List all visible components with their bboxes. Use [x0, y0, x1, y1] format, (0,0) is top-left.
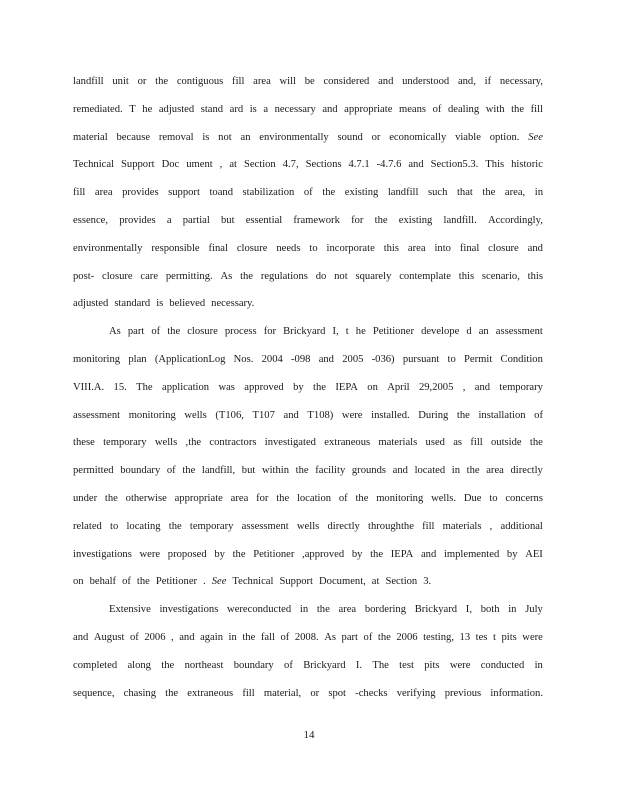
- text-line: on behalf of the Petitioner . See Technical Support Document, at Section 3.: [73, 576, 432, 588]
- text-line: Extensive investigations wereconducted in the area bordering Brickyard I, both in July: [109, 604, 543, 616]
- text-line: under the otherwise appropriate area for the location of the monitoring wells. Due to concerns: [73, 492, 543, 504]
- body-text: [73, 68, 543, 707]
- text-line: assessment monitoring wells (T106, T107 and T108) were installed. During the installation of: [73, 409, 543, 421]
- text-line: adjusted standard is believed necessary.: [73, 298, 255, 310]
- text-line: environmentally responsible final closure needs to incorporate this area into final closure and: [73, 242, 543, 254]
- text-line: related to locating the temporary assessment wells directly throughthe fill materials , additional: [73, 520, 543, 532]
- text-line: As part of the closure process for Brickyard I, t he Petitioner develope d an assessment: [109, 326, 543, 338]
- text-line: permitted boundary of the landfill, but within the facility grounds and located in the area directly: [73, 465, 543, 477]
- text-line: VIII.A. 15. The application was approved by the IEPA on April 29,2005 , and temporary: [73, 381, 543, 393]
- text-line: these temporary wells ,the contractors investigated extraneous materials used as fill outside the: [73, 437, 543, 449]
- text-line: monitoring plan (ApplicationLog Nos. 2004 -098 and 2005 -036) pursuant to Permit Condition: [73, 353, 543, 365]
- text-line: fill area provides support toand stabilization of the existing landfill such that the area, in: [73, 187, 543, 199]
- text-line: landfill unit or the contiguous fill area will be considered and understood and, if necessary,: [73, 76, 543, 87]
- text-line: material because removal is not an environmentally sound or economically viable option. See: [73, 131, 543, 143]
- text-line: post- closure care permitting. As the regulations do not squarely contemplate this scenario, this: [73, 270, 543, 282]
- text-line: remediated. T he adjusted stand ard is a necessary and appropriate means of dealing with the fill: [73, 103, 543, 115]
- text-line: sequence, chasing the extraneous fill material, or spot -checks verifying previous information.: [73, 687, 543, 699]
- page-number: 14: [303, 729, 315, 741]
- text-line: Technical Support Doc ument , at Section 4.7, Sections 4.7.1 -4.7.6 and Section5.3. This historic: [73, 159, 543, 171]
- text-line: essence, provides a partial but essential framework for the existing landfill. Accordingly,: [73, 214, 543, 226]
- text-line: investigations were proposed by the Petitioner ,approved by the IEPA and implemented by AEI: [73, 548, 543, 560]
- text-line: completed along the northeast boundary of Brickyard I. The test pits were conducted in: [73, 659, 543, 671]
- text-line: and August of 2006 , and again in the fall of 2008. As part of the 2006 testing, 13 tes t pits were: [73, 631, 543, 643]
